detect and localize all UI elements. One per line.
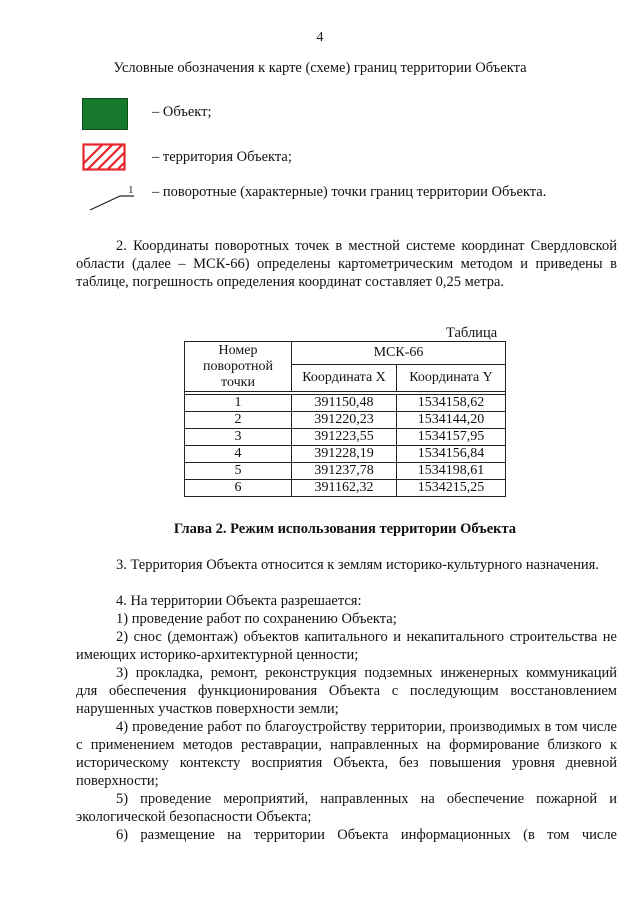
cell-point: 3 [185,429,292,446]
list-item: 4) проведение работ по благоустройству территории, производимых в том числе с применением методов реставрации, направленных на формирование близкого к историческому контексту восприятия Объекта, без повышения уровня дневной поверхности; [76,719,617,789]
table-row [185,463,506,480]
header-coordinate-system: МСК-66 [292,342,506,365]
cell-x: 391220,23 [292,412,397,429]
paragraph-3: 3. Территория Объекта относится к землям историко-культурного назначения. [116,557,599,573]
turning-point-icon [86,182,142,212]
cell-y: 1534198,61 [397,463,506,480]
legend-object-label: – Объект; [152,104,212,120]
list-item: 6) размещение на территории Объекта информационных (в том числе [116,827,617,843]
cell-point: 4 [185,446,292,463]
cell-y: 1534158,62 [397,395,506,412]
header-point-number: Номер поворотной точки [185,342,292,392]
cell-point: 1 [185,395,292,412]
paragraph-4: 4. На территории Объекта разрешается: [116,593,362,609]
page-number: 4 [316,30,324,45]
cell-y: 1534215,25 [397,480,506,497]
list-item: 5) проведение мероприятий, направленных на обеспечение пожарной и экологической безопасности Объекта; [76,791,617,825]
legend-point-label: – поворотные (характерные) точки границ территории Объекта. [152,184,547,200]
cell-y: 1534144,20 [397,412,506,429]
red-hatched-rectangle-icon [82,143,126,171]
table-row [185,395,506,412]
table-row [185,480,506,497]
table-row [185,412,506,429]
list-item: 2) снос (демонтаж) объектов капитального и некапитального строительства не имеющих историко-архитектурной ценности; [76,629,617,663]
section-2-paragraph: 2. Координаты поворотных точек в местной системе координат Свердловской области (далее – МСК-66) определены картометрическим методом и приведены в таблице, погрешность определения координат составляет 0,25 метра. [76,238,617,290]
cell-x: 391237,78 [292,463,397,480]
list-item: 3) прокладка, ремонт, реконструкция подземных инженерных коммуникаций для обеспечения функционирования Объекта с последующим восстановлением нарушенных участков поверхности земли; [76,665,617,717]
cell-x: 391150,48 [292,395,397,412]
coordinates-table [184,341,506,497]
table-caption: Таблица [446,325,498,341]
cell-y: 1534157,95 [397,429,506,446]
legend-title: Условные обозначения к карте (схеме) границ территории Объекта [113,60,527,76]
list-item: 1) проведение работ по сохранению Объекта; [116,611,397,627]
cell-point: 6 [185,480,292,497]
cell-point: 2 [185,412,292,429]
turning-point-number: 1 [128,184,134,196]
legend-territory-label: – территория Объекта; [152,149,292,165]
cell-x: 391228,19 [292,446,397,463]
table-row [185,446,506,463]
cell-point: 5 [185,463,292,480]
cell-x: 391223,55 [292,429,397,446]
chapter-2-title: Глава 2. Режим использования территории Объекта [173,521,517,537]
green-rectangle-icon [82,98,128,130]
cell-y: 1534156,84 [397,446,506,463]
table-row [185,429,506,446]
header-coordinate-y: Координата Y [397,365,506,392]
cell-x: 391162,32 [292,480,397,497]
header-coordinate-x: Координата X [292,365,397,392]
